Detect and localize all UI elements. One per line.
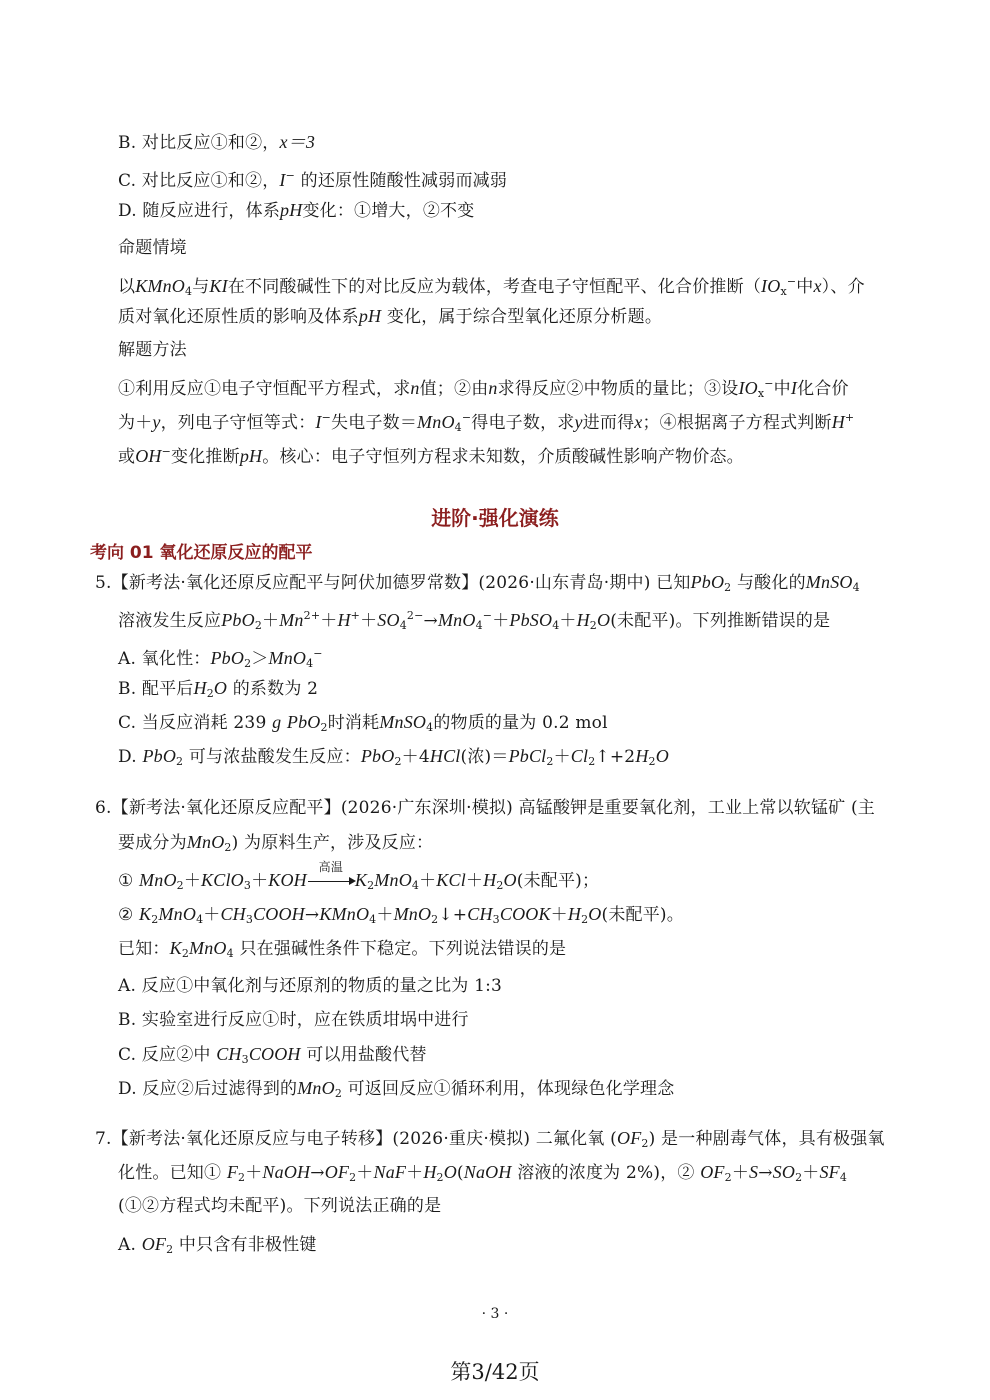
q6-option-d[interactable]: D. 反应②后过滤得到的MnO$_2$ 可返回反应①循环利用，体现绿色化学理念 (118, 1078, 675, 1100)
method-line-1: ①利用反应①电子守恒配平方程式，求n值；②由n求得反应②中物质的量比；③设$IO_x^-$中I化合价 (118, 377, 849, 400)
context-line-2: 质对氧化还原性质的影响及体系pH 变化，属于综合型氧化还原分析题。 (118, 306, 663, 327)
q5-option-c[interactable]: C. 当反应消耗 239 g PbO$_2$时消耗MnSO$_4$的物质的量为 0.2 mol (118, 712, 608, 734)
q5-option-a[interactable]: A. 氧化性：PbO$_2$＞MnO$_4$− (118, 647, 323, 670)
q7-stem-line-2: 化性。已知① $F_2+NaOH\to OF_2+NaF+H_2O(NaOH$ 溶液的浓度为 2%)，② $OF_2+S\to SO_2+SF_4$ (118, 1162, 848, 1184)
q7-option-a[interactable]: A. $OF_2$ 中只含有非极性键 (118, 1234, 317, 1256)
section-title: 进阶·强化演练 (431, 506, 559, 530)
method-line-3: 或OH−变化推断pH。核心：电子守恒列方程求未知数，介质酸碱性影响产物价态。 (118, 445, 744, 467)
q7-stem-line-1: 7.【新考法·氧化还原反应与电子转移】(2026·重庆·模拟) 二氟化氧 $(OF_2)$ 是一种剧毒气体，具有极强氧 (95, 1128, 885, 1150)
topic-subheading: 考向 01 氧化还原反应的配平 (90, 543, 313, 563)
q6-note: 已知：$K_2MnO_4$ 只在强碱性条件下稳定。下列说法错误的是 (118, 938, 567, 960)
q6-stem-line-1: 6.【新考法·氧化还原反应配平】(2026·广东深圳·模拟) 高锰酸钾是重要氧化剂，工业上常以软锰矿 (主 (95, 798, 875, 818)
q6-reaction-2: ② $K_2MnO_4+CH_3COOH\to KMnO_4+MnO_2↓+CH_3COOK+H_2O$(未配平)。 (118, 904, 684, 926)
page-footer: 第3/42页 (450, 1360, 540, 1384)
q6-option-c[interactable]: C. 反应②中 $CH_3COOH$ 可以用盐酸代替 (118, 1044, 427, 1066)
reaction-arrow: 高温 (307, 869, 355, 893)
q5-stem-line-2: 溶液发生反应$PbO_2+Mn^{2+}+H^++SO_4^{2-}\to MnO_4^-+PbSO_4+H_2O$(未配平)。下列推断错误的是 (118, 609, 831, 632)
q6-option-a[interactable]: A. 反应①中氧化剂与还原剂的物质的量之比为 1:3 (118, 976, 503, 996)
q5-option-b[interactable]: B. 配平后$H_2O$ 的系数为 2 (118, 678, 319, 700)
q5-stem-line-1: 5.【新考法·氧化还原反应配平与阿伏加德罗常数】(2026·山东青岛·期中) 已知PbO$_2$ 与酸化的MnSO$_4$ (95, 572, 860, 594)
method-line-2: 为＋y，列电子守恒等式：I−失电子数＝MnO$_4$−得电子数，求y进而得x；④根据离子方程式判断H+ (118, 411, 855, 434)
page-number: · 3 · (481, 1306, 509, 1322)
q6-stem-line-2: 要成分为MnO$_2$) 为原料生产，涉及反应： (118, 832, 434, 854)
q4-option-d[interactable]: D. 随反应进行，体系pH变化：①增大，②不变 (118, 200, 475, 221)
q6-option-b[interactable]: B. 实验室进行反应①时，应在铁质坩埚中进行 (118, 1010, 469, 1030)
q4-option-c[interactable]: C. 对比反应①和②，I− 的还原性随酸性减弱而减弱 (118, 169, 508, 191)
q7-stem-line-3: (①②方程式均未配平)。下列说法正确的是 (118, 1196, 442, 1216)
q6-reaction-1: ① MnO$_2$＋KClO$_3$＋KOH 高温 $K_2MnO_4+KCl+H_2O$(未配平)； (118, 860, 600, 892)
context-heading: 命题情境 (118, 238, 187, 258)
q5-option-d[interactable]: D. PbO$_2$ 可与浓盐酸发生反应：PbO$_2$＋4HCl(浓)$=PbCl_2+Cl_2↑+2H_2O$ (118, 746, 669, 768)
q4-option-b[interactable]: B. 对比反应①和②，x＝3 (118, 132, 316, 153)
method-heading: 解题方法 (118, 340, 187, 360)
context-line-1: 以KMnO$_4$与KI在不同酸碱性下的对比反应为载体，考查电子守恒配平、化合价推断（$IO_x^-$中x）、介 (118, 275, 865, 298)
